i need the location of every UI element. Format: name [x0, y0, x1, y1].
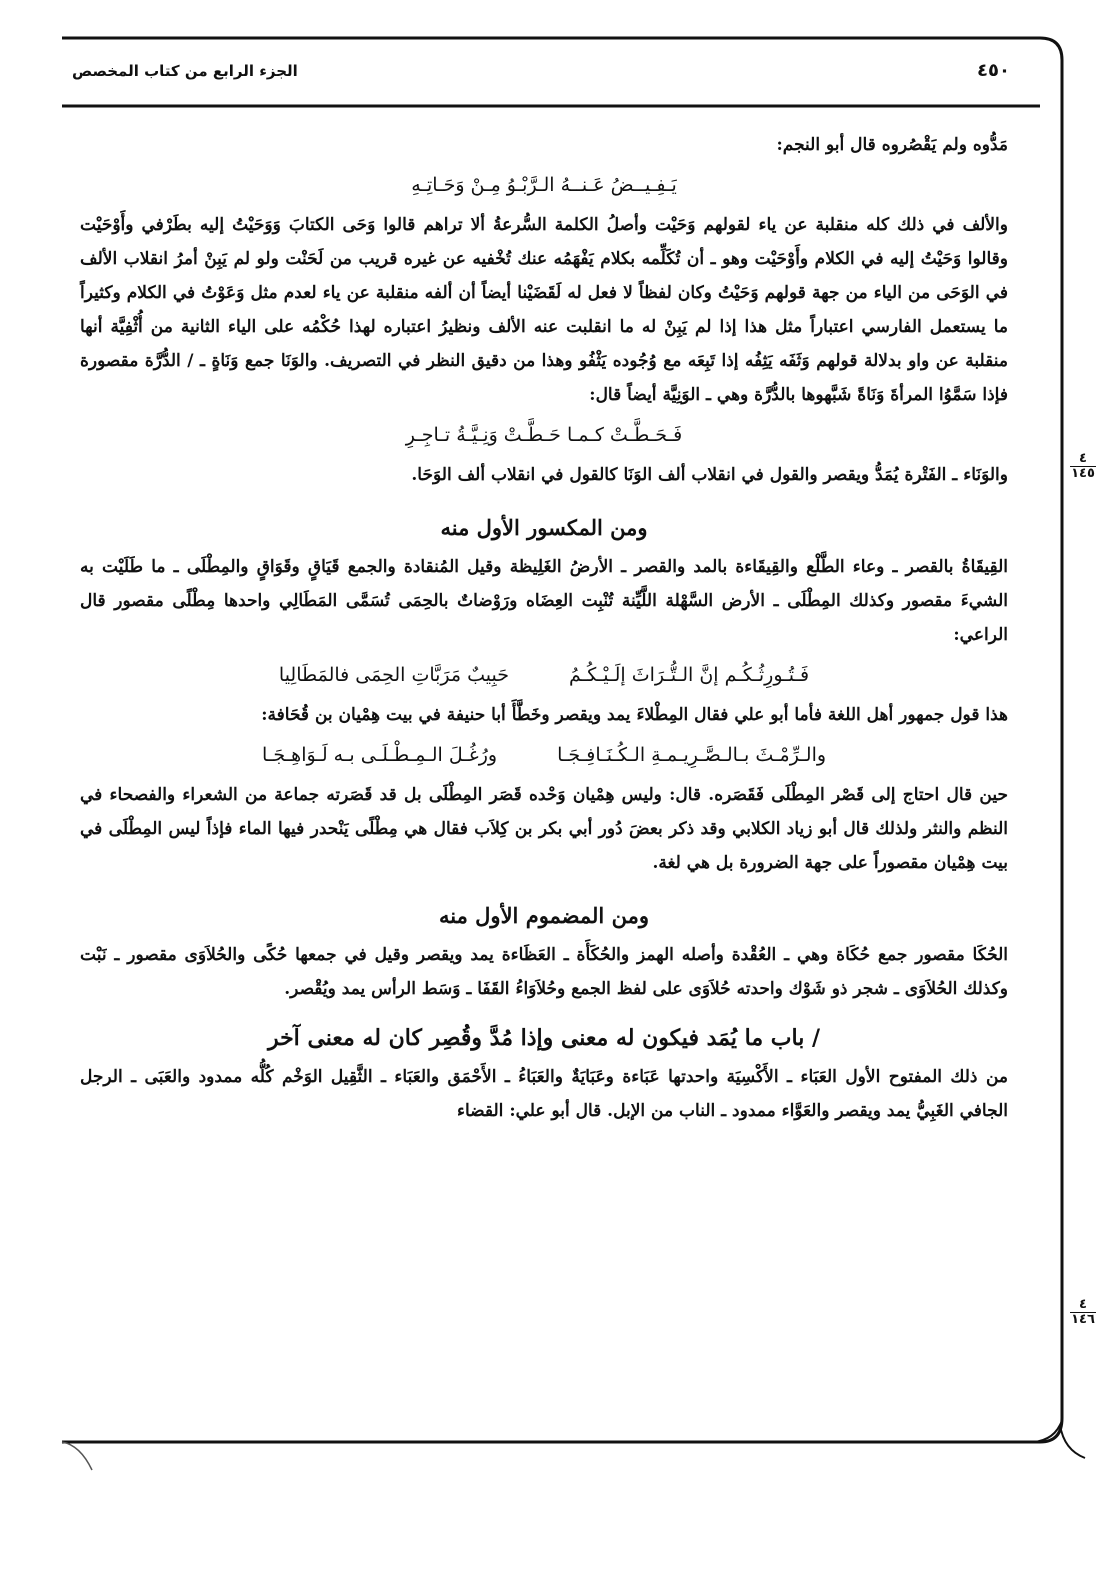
verse-hemistich: فَـتُـورِثُـكُـم إنَّ الـتُّـرَاثَ إلَـيْـكُـمُ — [569, 664, 810, 686]
chapter-heading: / باب ما يُمَد فيكون له معنى وإذا مُدَّ وقُصِر كان له معنى آخر — [267, 1025, 821, 1051]
verse-hemistich: حَبِيبٌ مَرَبَّاتِ الحِمَى فالمَطَالِيا — [278, 664, 510, 686]
running-header-title: الجزء الرابع من كتاب المخصص — [72, 62, 298, 80]
verse-couplet — [80, 658, 1008, 692]
margin-note-1 — [1070, 452, 1096, 481]
paragraph: والألف في ذلك كله منقلبة عن ياء لقولهم وَحَيْت وأصلُ الكلمة السُّرعةُ ألا تراهم قالوا وَحَى الكتابَ وَوَحَيْتُ إليه بطَرْفي وأَوْحَيْت وقالوا وَحَيْتُ إليه في الكلام وأَوْحَيْت وهو ـ أن تُكَلِّمه بكلام يَفْهَمُه عنك تُخْفيه عن غيره قريب من لَحَنْت ولو لم يَبِنْ أمرُ انقلاب الألف في الوَحَى من الياء من جهة قولهم وَحَيْتُ وكان لفظاً لا فعل له لَقَضَيْنا أيضاً أن ألفه منقلبة عن ياء لعدم مثل وَعَوْتُ في الكلام وكثيراً ما يستعمل الفارسي اعتباراً مثل هذا إذا لم يَبِنْ له ما انقلبت عنه الألف ونظيرُ اعتباره لهذا حُكْمُه على الياء الثانية من أُثْفِيَّة أنها منقلبة عن واو بدلالة قولهم وَثَفَه يَثِفُه إذا تَبِعَه مع وُجُوده يَثْفُو وهذا من دقيق النظر في التصريف. والوَنَا جمع وَنَاةٍ ـ / الدُّرَّة مقصورة فإذا سَمَّوُا المرأةَ وَنَاةً شَبَّهوها بالدُّرَّة وهي ـ الوَنِيَّة أيضاً قال: — [80, 215, 1008, 405]
margin-note-2 — [1070, 1298, 1096, 1327]
page-number: ٤٥٠ — [977, 60, 1010, 81]
paragraph: هذا قول جمهور أهل اللغة فأما أبو علي فقال المِطْلاءَ يمد ويقصر وخَطَّأَ أبا حنيفة في بيت هِمْيان بن قُحَافة: — [261, 705, 1008, 725]
margin-note-1-den: ١٤٥ — [1071, 466, 1095, 481]
paragraph: الحُكَا مقصور جمع حُكَاة وهي ـ العُقْدة وأصله الهمز والحُكَأَة ـ العَظَاءة يمد ويقصر وقيل في جمعها حُكًى والحُلاَوَى مقصور ـ نَبْت وكذلك الحُلاَوَى ـ شجر ذو شَوْك واحدته حُلاَوَى على لفظ الجمع وحُلاَوَاءُ القَفَا ـ وَسَط الرأس يمد ويُقْصر. — [80, 945, 1008, 999]
margin-note-1-num: ٤ — [1070, 452, 1096, 467]
paragraph: حين قال احتاج إلى قَصْر المِطْلَى فَقَصَره. قال: وليس هِمْيان وَحْده قَصَر المِطْلَى بل قد قَصَرته جماعة من الشعراء والفصحاء في النظم والنثر ولذلك قال أبو زياد الكلابي وقد ذكر بعضَ دُور أبي بكر بن كِلاَب فقال هي مِطْلًى يَنْحدر فيها الماء فإذاً ليس المِطْلَى في بيت هِمْيان مقصوراً على جهة الضرورة بل هي لغة. — [80, 785, 1008, 873]
paragraph: مَدُّوه ولم يَقْصُروه قال أبو النجم: — [776, 135, 1008, 155]
verse-hemistich: ورُغُـلَ الـمِـطْـلَـى بـه لَـوَاهِـجَـا — [261, 744, 498, 766]
section-heading: ومن المكسور الأول منه — [440, 515, 648, 540]
verse-couplet — [80, 738, 1008, 772]
verse-line: فَـحَـطَّـتْ كـمـا حَـطَّـتْ وَنِـيَّـةُ تـاجِـرِ — [405, 424, 683, 446]
paragraph: والوَنَاء ـ الفَتْرة يُمَدُّ ويقصر والقول في انقلاب ألف الوَنَا كالقول في انقلاب ألف الوَحَا. — [411, 465, 1008, 485]
paragraph: القِيقَاةُ بالقصر ـ وعاء الطَّلْع والقِيقَاءة بالمد والقصر ـ الأرضُ الغَلِيظة وقيل المُنقادة والجمع قَيَاقٍ وقَوَاقٍ والمِطْلَى ـ ما طَلَيْت به الشيءَ مقصور وكذلك المِطْلَى ـ الأرض السَّهْلة اللَّيِّنة تُنْبِت العِضَاه ورَوْضاتٌ بالحِمَى تُسَمَّى المَطَالِي واحدها مِطْلًى مقصور قال الراعي: — [80, 557, 1008, 645]
section-heading: ومن المضموم الأول منه — [439, 903, 649, 928]
paragraph: من ذلك المفتوح الأول العَبَاء ـ الأَكْسِيَة واحدتها عَبَاءة وعَبَايَةٌ والعَبَاءُ ـ الأَحْمَق والعَبَاء ـ الثَّقِيل الوَخْم كُلُّه ممدود والعَبَى ـ الرجل الجافي الغَبِيُّ يمد ويقصر والعَوَّاء ممدود ـ الناب من الإبل. قال أبو علي: القضاء — [80, 1067, 1008, 1121]
page-body — [80, 128, 1008, 1128]
verse-line: يَـفِـيــضُ عَـنــهُ الـرَّبْـوُ مِـنْ وَحَـاتِـهِ — [411, 174, 677, 196]
margin-note-2-num: ٤ — [1070, 1298, 1096, 1313]
margin-note-2-den: ١٤٦ — [1071, 1312, 1095, 1327]
verse-hemistich: والـرِّمْـثَ بـالـصَّـرِيـمـةِ الـكُـنَـافِـجَـا — [557, 744, 827, 766]
